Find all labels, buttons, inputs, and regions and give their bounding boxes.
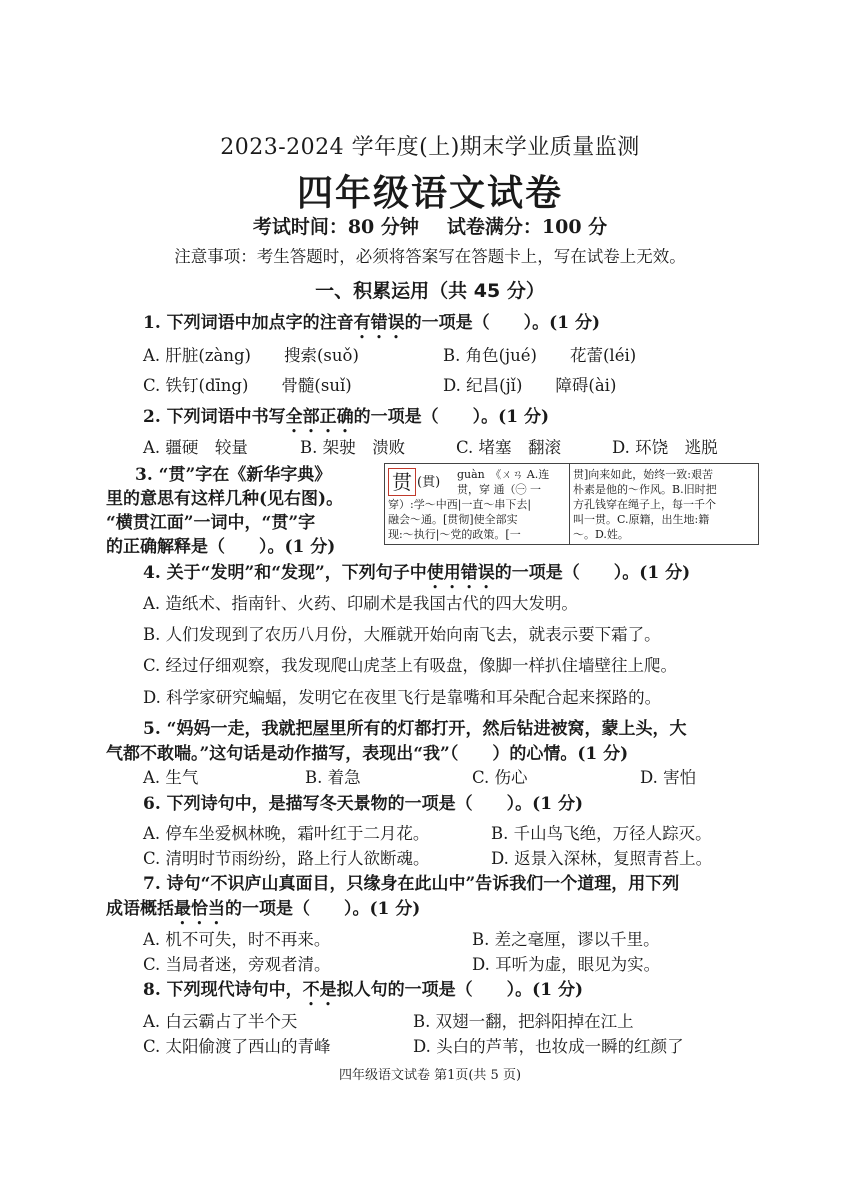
q2-option-c: C. 堵塞 翻滚 [456,438,562,457]
q2-stem-a: 2. 下列词语中书写 [143,407,286,427]
q4-stem-b: 的一项是（ ）。(1 分) [494,563,691,583]
q2-stem-b: 的一项是（ ）。(1 分) [353,407,550,427]
dictionary-line: 朴素是他的～作风。B.旧时把 [573,483,717,496]
notice: 注意事项：考生答题时，必须将答案写在答题卡上，写在试卷上无效。 [174,247,686,266]
q4-stem [143,558,690,593]
q7-line-2-emph: 最恰当 [174,899,225,919]
score-label: 试卷满分：100 分 [446,216,608,238]
q6-option-a: A. 停车坐爱枫林晚，霜叶红于二月花。 [143,824,430,843]
dictionary-line: 融会～通。[贯彻]使全部实 [388,513,518,526]
q3-line-1: 3. “贯”字在《新华字典》 [135,465,332,485]
q2-stem-emph: 全部正确 [285,407,354,427]
dictionary-line: 方孔钱穿在绳子上，每一千个 [573,498,716,511]
q1-stem-b: 的一项是（ ）。(1 分) [404,313,601,333]
dictionary-line: 贯]向来如此，始终一致:艰苦 [573,468,713,481]
q2-option-d: D. 环饶 逃脱 [612,438,718,457]
q4-option-b: B. 人们发现到了农历八月份，大雁就开始向南飞去，就表示要下霜了。 [143,625,661,644]
q4-stem-a: 4. 关于“发明”和“发现”，下列句子中 [143,563,427,583]
q6-stem: 6. 下列诗句中，是描写冬天景物的一项是（ ）。(1 分) [143,794,583,814]
q5-option-b: B. 着急 [305,768,361,787]
q7-line-1: 7. 诗句“不识庐山真面目，只缘身在此山中”告诉我们一个道理，用下列 [143,874,680,894]
q7-line-2 [106,894,420,929]
q8-stem-b: 拟人句的一项是（ ）。(1 分) [336,980,584,1000]
year-title: 2023-2024 学年度(上)期末学业质量监测 [220,135,640,160]
q6-option-b: B. 千山鸟飞绝，万径人踪灭。 [491,824,712,843]
q3-line-2: 里的意思有这样几种(见右图)。 [106,489,344,509]
q1-stem-a: 1. 下列词语中加点字的注音 [143,313,354,333]
q4-option-d: D. 科学家研究蝙蝠，发明它在夜里飞行是靠嘴和耳朵配合起来探路的。 [143,688,662,707]
q5-option-c: C. 伤心 [472,768,528,787]
page-footer: 四年级语文试卷 第1页(共 5 页) [338,1068,522,1083]
q8-stem-emph: 不是 [302,980,337,1000]
dictionary-left-column [385,464,570,544]
q4-option-c: C. 经过仔细观察，我发现爬山虎茎上有吸盘，像脚一样扒住墙壁往上爬。 [143,656,678,675]
q7-option-a: A. 机不可失，时不再来。 [143,930,331,949]
dictionary-line: 穿）:学～中西|一直～串下去| [388,498,532,511]
q1-option-d: D. 纪昌(jǐ) 障碍(ài) [443,376,617,395]
q4-stem-emph: 使用错误 [426,563,495,583]
time-label: 考试时间：80 分钟 [252,216,419,238]
q1-stem-emph: 有错误 [353,313,405,333]
q8-option-b: B. 双翅一翻，把斜阳掉在江上 [413,1012,634,1031]
q2-option-b: B. 架驶 溃败 [300,438,406,457]
q7-option-c: C. 当局者迷，旁观者清。 [143,955,331,974]
q8-option-c: C. 太阳偷渡了西山的青峰 [143,1037,331,1056]
q1-option-a: A. 肝脏(zàng) 搜索(suǒ) [143,346,359,365]
dictionary-headword: 贯 [388,468,416,496]
dictionary-traditional: (貫) [417,475,441,490]
dictionary-line: 现:～执行|～党的政策。[一 [388,528,521,541]
q1-option-b: B. 角色(jué) 花蕾(léi) [443,346,637,365]
dictionary-right-column [571,464,757,544]
q7-line-2-b: 的一项是（ ）。(1 分) [225,899,421,919]
q5-line-2: 气都不敢喘。”这句话是动作描写，表现出“我”（ ）的心情。(1 分) [106,744,629,764]
q7-option-b: B. 差之毫厘，谬以千里。 [472,930,660,949]
q7-option-d: D. 耳听为虚，眼见为实。 [472,955,661,974]
q2-stem [143,402,549,437]
dictionary-line: 贯，穿 通（㊀ 一 [457,483,541,496]
q3-line-4: 的正确解释是（ ）。(1 分) [106,537,336,557]
q8-stem-a: 8. 下列现代诗句中， [143,980,303,1000]
dictionary-entry-image [384,463,759,545]
q3-line-3: “横贯江面”一词中，“贯”字 [106,513,316,533]
q8-stem [143,975,583,1010]
section-title: 一、积累运用（共 45 分） [315,280,545,302]
q2-option-a: A. 疆硬 较量 [143,438,248,457]
dictionary-line: 叫一贯。C.原籍，出生地:籍 [573,513,710,526]
dictionary-line: guàn 《ㄨㄢ A.连 [457,468,550,481]
q6-option-d: D. 返景入深林，复照青苔上。 [491,849,713,868]
dictionary-line: ～。D.姓。 [573,528,629,541]
q5-option-d: D. 害怕 [640,768,697,787]
exam-title: 四年级语文试卷 [296,172,563,214]
q1-stem [143,308,600,343]
q7-line-2-a: 成语概括 [106,899,174,919]
q5-option-a: A. 生气 [143,768,199,787]
q8-option-d: D. 头白的芦苇，也妆成一瞬的红颜了 [413,1037,684,1056]
q5-line-1: 5. “妈妈一走，我就把屋里所有的灯都打开，然后钻进被窝，蒙上头，大 [143,719,687,739]
q8-option-a: A. 白云霸占了半个天 [143,1012,298,1031]
q4-option-a: A. 造纸术、指南针、火药、印刷术是我国古代的四大发明。 [143,594,578,613]
q1-option-c: C. 铁钉(dīng) 骨髓(suǐ) [143,376,352,395]
q6-option-c: C. 清明时节雨纷纷，路上行人欲断魂。 [143,849,430,868]
exam-info [0,212,860,239]
